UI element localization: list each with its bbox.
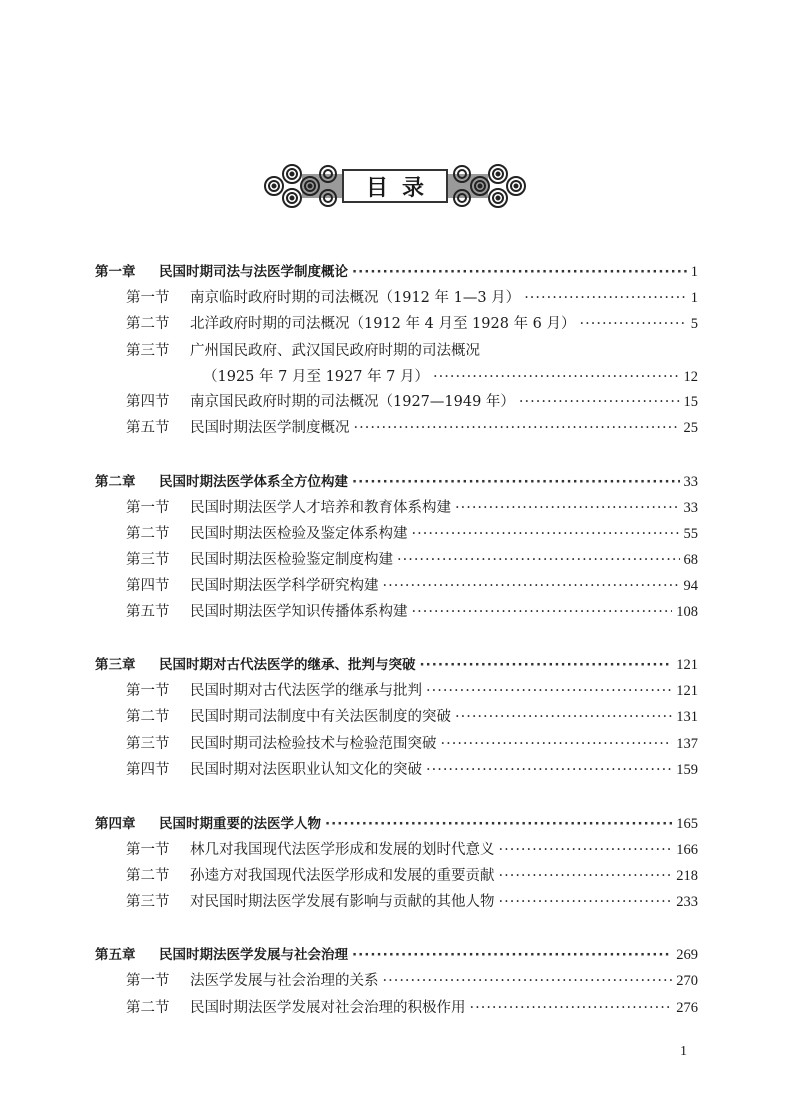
toc-title-char-2: 录	[401, 174, 424, 201]
toc-page-number: 68	[683, 552, 698, 568]
toc-leader-dots	[519, 390, 680, 414]
toc-entry-number: 第四节	[126, 394, 170, 410]
toc-page-number: 159	[676, 762, 698, 778]
toc-entry-number: 第二节	[126, 868, 170, 884]
toc-page-number: 270	[676, 973, 698, 989]
toc-entry-title: 民国时期司法制度中有关法医制度的突破	[190, 709, 451, 725]
toc-entry-number: 第五节	[126, 604, 170, 620]
toc-entry-title: 民国时期法医学体系全方位构建	[159, 474, 348, 490]
toc-entry-title: 民国时期对古代法医学的继承与批判	[190, 683, 422, 699]
toc-entry-number: 第三节	[126, 343, 170, 359]
toc-entry-number: 第一节	[126, 290, 170, 306]
toc-entry-title: 对民国时期法医学发展有影响与贡献的其他人物	[190, 894, 495, 910]
toc-page-number: 233	[676, 894, 698, 910]
toc-entry-number: 第一节	[126, 842, 170, 858]
toc-entry-number: 第三节	[126, 736, 170, 752]
toc-leader-dots	[412, 600, 673, 624]
toc-section-row[interactable]	[126, 864, 698, 888]
toc-entry-number: 第三章	[95, 657, 136, 673]
toc-entry-title: 民国时期法医学发展与社会治理	[159, 947, 348, 963]
toc-leader-dots	[426, 679, 672, 703]
toc-section-row[interactable]	[126, 574, 698, 598]
toc-leader-dots	[412, 522, 680, 546]
toc-section-row[interactable]	[126, 600, 698, 624]
page-number: 1	[680, 1044, 687, 1059]
toc-entry-number: 第一章	[95, 264, 136, 280]
toc-chapter-row[interactable]	[95, 470, 698, 494]
toc-entry-title: 南京国民政府时期的司法概况（1927—1949 年）	[190, 394, 515, 410]
toc-leader-dots	[383, 969, 673, 993]
toc-title-char-1: 目	[366, 174, 389, 201]
toc-page-number: 165	[676, 816, 698, 832]
toc-page-number: 1	[690, 264, 698, 280]
toc-entry-title: 民国时期对古代法医学的继承、批判与突破	[159, 657, 416, 673]
toc-entry-number: 第一节	[126, 973, 170, 989]
toc-entry-number: 第四章	[95, 816, 136, 832]
toc-leader-dots	[455, 496, 680, 520]
toc-entry-number: 第四节	[126, 762, 170, 778]
toc-entry-number: 第一节	[126, 683, 170, 699]
toc-section-row[interactable]	[126, 758, 698, 782]
toc-entry-title: 北洋政府时期的司法概况（1912 年 4 月至 1928 年 6 月）	[190, 316, 576, 332]
toc-leader-dots	[383, 574, 680, 598]
toc-page-number: 1	[690, 290, 698, 306]
toc-entry-number: 第三节	[126, 552, 170, 568]
toc-heading	[262, 160, 528, 212]
toc-page-number: 94	[683, 578, 698, 594]
toc-entry-number: 第二节	[126, 526, 170, 542]
toc-section-row[interactable]	[126, 496, 698, 520]
toc-chapter-row[interactable]	[95, 260, 698, 284]
toc-entry-title: （1925 年 7 月至 1927 年 7 月）	[203, 369, 430, 385]
toc-entry-title: 林几对我国现代法医学形成和发展的划时代意义	[190, 842, 495, 858]
toc-entry-number: 第二节	[126, 709, 170, 725]
toc-leader-dots	[426, 758, 672, 782]
toc-page-number: 218	[676, 868, 698, 884]
toc-entry-number: 第三节	[126, 894, 170, 910]
toc-leader-dots	[499, 864, 673, 888]
toc-leader-dots	[325, 812, 672, 836]
toc-page-number: 12	[683, 369, 698, 385]
toc-page-number: 166	[676, 842, 698, 858]
toc-entry-title: 民国时期对法医职业认知文化的突破	[190, 762, 422, 778]
toc-page-number: 108	[676, 604, 698, 620]
toc-entry-number: 第五节	[126, 420, 170, 436]
toc-chapter-row[interactable]	[95, 653, 698, 677]
toc-page-number: 269	[676, 947, 698, 963]
toc-page-number: 15	[683, 394, 698, 410]
toc-leader-dots	[524, 286, 687, 310]
toc-leader-dots	[354, 416, 680, 440]
toc-leader-dots	[441, 732, 673, 756]
toc-leader-dots	[397, 548, 680, 572]
toc-section-row[interactable]	[126, 838, 698, 862]
toc-section-row[interactable]	[126, 548, 698, 572]
toc-section-row[interactable]	[126, 522, 698, 546]
toc-leader-dots	[352, 943, 672, 967]
toc-entry-title: 民国时期司法与法医学制度概论	[159, 264, 348, 280]
toc-chapter-row[interactable]	[95, 943, 698, 967]
toc-page-number: 276	[676, 1000, 698, 1016]
toc-section-row[interactable]	[126, 732, 698, 756]
toc-leader-dots	[499, 890, 673, 914]
toc-entry-title: 民国时期法医检验及鉴定体系构建	[190, 526, 408, 542]
toc-leader-dots	[580, 312, 687, 336]
toc-section-row[interactable]	[126, 286, 698, 310]
toc-leader-dots	[470, 996, 673, 1020]
toc-page-number: 33	[683, 500, 698, 516]
toc-entry-title: 南京临时政府时期的司法概况（1912 年 1—3 月）	[190, 290, 521, 306]
toc-leader-dots	[433, 365, 679, 389]
toc-entry-number: 第四节	[126, 578, 170, 594]
toc-leader-dots	[420, 653, 673, 677]
toc-section-row[interactable]	[126, 890, 698, 914]
toc-leader-dots	[499, 838, 673, 862]
toc-page-number: 33	[683, 474, 698, 490]
toc-section-row[interactable]	[126, 969, 698, 993]
toc-leader-dots	[352, 470, 680, 494]
toc-page-number: 121	[676, 683, 698, 699]
toc-section-row[interactable]	[203, 365, 698, 389]
toc-entry-number: 第二章	[95, 474, 136, 490]
toc-entry-number: 第一节	[126, 500, 170, 516]
toc-entry-title: 民国时期司法检验技术与检验范围突破	[190, 736, 437, 752]
toc-page-number: 137	[676, 736, 698, 752]
toc-entry-title: 民国时期重要的法医学人物	[159, 816, 321, 832]
toc-entry-number: 第二节	[126, 1000, 170, 1016]
toc-page-number: 121	[676, 657, 698, 673]
toc-section-row[interactable]	[126, 679, 698, 703]
toc-entry-title: 孙逵方对我国现代法医学形成和发展的重要贡献	[190, 868, 495, 884]
toc-section-row[interactable]	[126, 996, 698, 1020]
toc-entry-title: 法医学发展与社会治理的关系	[190, 973, 379, 989]
toc-page-number: 5	[690, 316, 698, 332]
toc-entry-title: 民国时期法医学制度概况	[190, 420, 350, 436]
toc-entry-number: 第二节	[126, 316, 170, 332]
toc-entry-title: 民国时期法医学知识传播体系构建	[190, 604, 408, 620]
toc-section-row[interactable]	[126, 312, 698, 336]
toc-entry-title: 广州国民政府、武汉国民政府时期的司法概况	[190, 343, 480, 359]
toc-entry-title: 民国时期法医检验鉴定制度构建	[190, 552, 393, 568]
toc-leader-dots	[455, 705, 672, 729]
toc-title	[342, 169, 448, 203]
toc-leader-dots	[352, 260, 687, 284]
toc-section-row[interactable]	[126, 705, 698, 729]
toc-page-number: 131	[676, 709, 698, 725]
toc-section-row[interactable]	[126, 339, 698, 363]
toc-entry-title: 民国时期法医学发展对社会治理的积极作用	[190, 1000, 466, 1016]
toc-chapter-row[interactable]	[95, 812, 698, 836]
toc-entry-number: 第五章	[95, 947, 136, 963]
toc-entry-title: 民国时期法医学科学研究构建	[190, 578, 379, 594]
toc-entry-title: 民国时期法医学人才培养和教育体系构建	[190, 500, 451, 516]
toc-section-row[interactable]	[126, 390, 698, 414]
toc-page-number: 55	[683, 526, 698, 542]
toc-page-number: 25	[683, 420, 698, 436]
toc-section-row[interactable]	[126, 416, 698, 440]
